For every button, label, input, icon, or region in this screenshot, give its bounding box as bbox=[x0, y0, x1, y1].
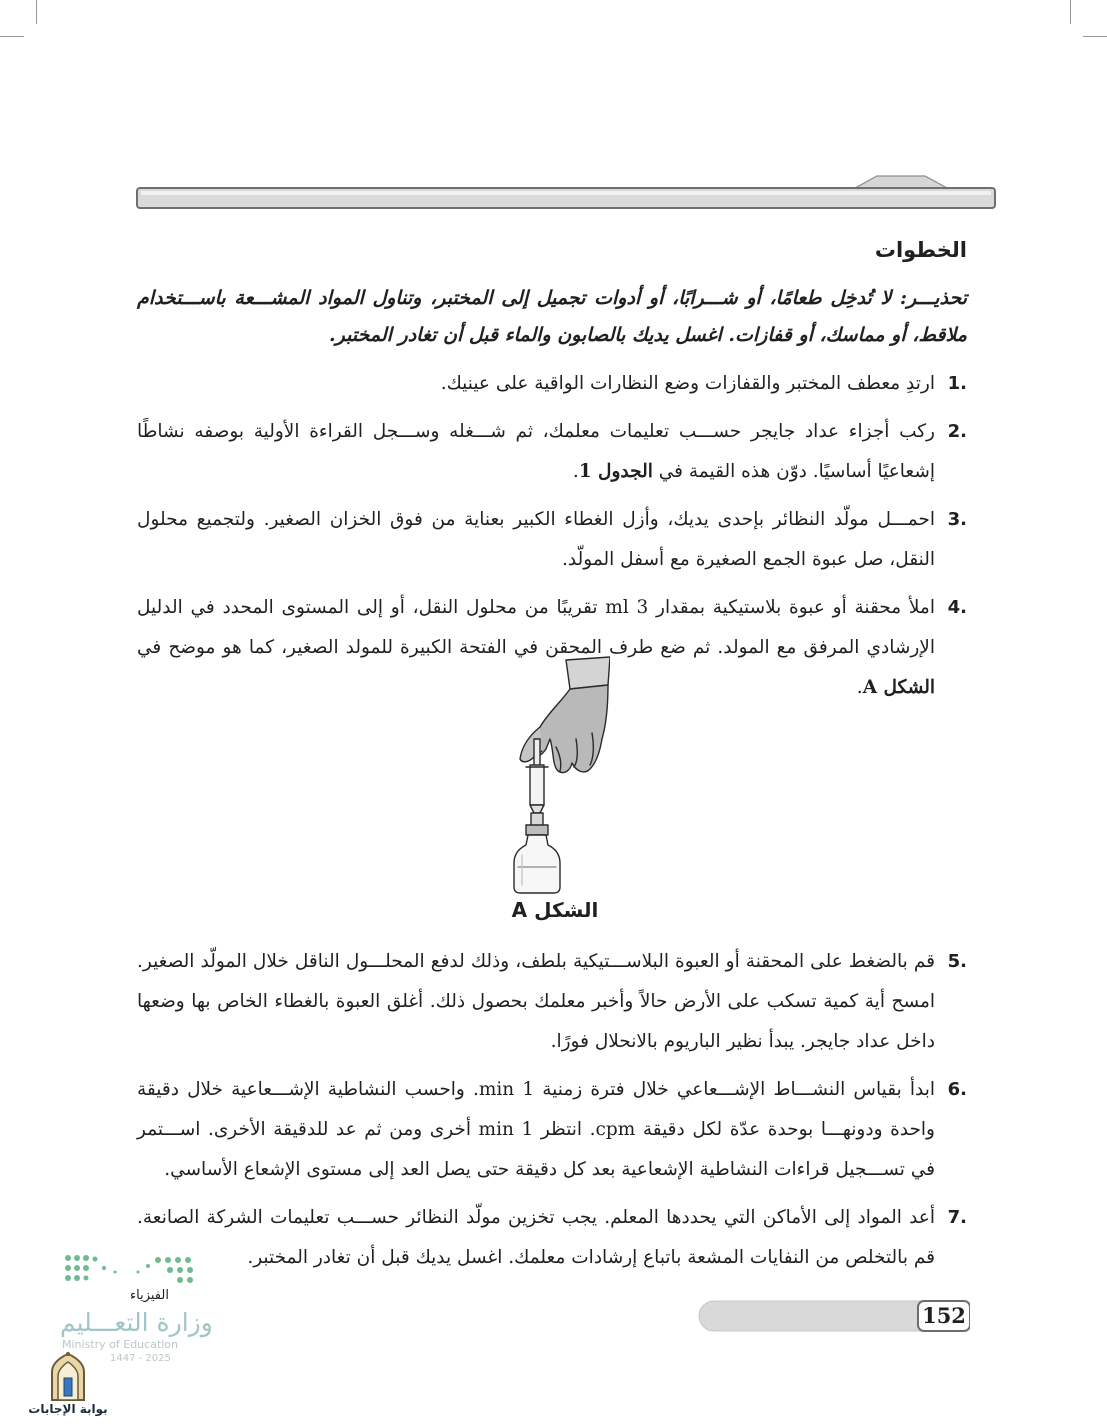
step-number: .2 bbox=[947, 421, 967, 442]
ministry-name-en: Ministry of Education bbox=[62, 1338, 179, 1351]
step-item bbox=[137, 412, 967, 492]
step-text bbox=[137, 364, 935, 404]
steps-heading: الخطوات bbox=[874, 238, 967, 262]
answers-portal-watermark bbox=[28, 1350, 108, 1425]
step-text bbox=[137, 500, 935, 580]
figure-caption: الشكل A bbox=[511, 898, 599, 922]
subject-label: الفيزياء bbox=[130, 1288, 169, 1303]
reference-bold: الجدول 1 bbox=[578, 461, 653, 482]
step-number: .6 bbox=[947, 1079, 967, 1100]
crop-mark bbox=[36, 0, 37, 24]
step-text-part: ركب أجزاء عداد جايجر حســـب تعليمات معلمك، ثم شـــغله وســـجل القراءة الأولية بوصفه نشاطًا إشعاعيًا أساسيًا. دوّن هذه القيمة في bbox=[137, 421, 935, 482]
warning-text: لا تُدخِل طعامًا، أو شـــرابًا، أو أدوات تجميل إلى المختبر، وتناول المواد المشـــعة باســـتخدام ملاقط، أو مماسك، أو قفازات. اغسل يديك بالصابون والماء قبل أن تغادر المختبر. bbox=[137, 287, 967, 346]
step-text-part: . bbox=[572, 461, 579, 482]
portal-label: بوابة الإجابات bbox=[28, 1402, 108, 1416]
crop-mark bbox=[0, 36, 24, 37]
figure-a-glove-syringe bbox=[500, 655, 610, 895]
step-text-part: احمـــل مولّد النظائر بإحدى يديك، وأزل الغطاء الكبير بعناية من فوق الخزان الصغير. ولتجميع محلول النقل، صل عبوة الجمع الصغيرة مع أسفل المولّد. bbox=[137, 509, 935, 570]
step-text-part: ابدأ بقياس النشـــاط الإشـــعاعي خلال فترة زمنية 1 min. واحسب النشاطية الإشـــعاعية خلال دقيقة واحدة ودونهـــا بوحدة عدّة لكل دقيقة cpm. انتظر 1 min أخرى ومن ثم عد للدقيقة الأخرى. اســـتمر في تســـجيل قراءات النشاطية الإشعاعية بعد كل دقيقة حتى يصل العد إلى مستوى الإشعاع الأساسي. bbox=[137, 1079, 935, 1180]
step-text bbox=[137, 1070, 935, 1190]
step-text-part: املأ محقنة أو عبوة بلاستيكية بمقدار 3 ml تقريبًا من محلول النقل، أو إلى المستوى المحدد في الدليل الإرشادي المرفق مع المولد. ثم ضع طرف المحقن في الفتحة الكبيرة للمولد الصغير، كما هو موضح في bbox=[137, 597, 935, 658]
step-text bbox=[137, 1198, 935, 1278]
step-item bbox=[137, 1070, 967, 1190]
header-band bbox=[135, 170, 997, 212]
step-number: .3 bbox=[947, 509, 967, 530]
crop-mark bbox=[1070, 0, 1071, 24]
edition-year: 2025 - 1447 bbox=[110, 1353, 171, 1364]
ministry-dots-icon bbox=[60, 1250, 205, 1290]
step-text bbox=[137, 942, 935, 1062]
crop-mark bbox=[1083, 36, 1107, 37]
step-text-part: ارتدِ معطف المختبر والقفازات وضع النظارات الواقية على عينيك. bbox=[440, 373, 935, 394]
step-text-part: . bbox=[856, 677, 863, 698]
mosque-arch-icon bbox=[28, 1350, 108, 1402]
step-item bbox=[137, 942, 967, 1062]
safety-warning bbox=[137, 280, 967, 354]
step-number: .4 bbox=[947, 597, 967, 618]
steps-list-continued bbox=[137, 942, 967, 1286]
step-item bbox=[137, 1198, 967, 1278]
step-number: .5 bbox=[947, 951, 967, 972]
step-text-part: أعد المواد إلى الأماكن التي يحددها المعلم. يجب تخزين مولّد النظائر حســـب تعليمات الشركة الصانعة. قم بالتخلص من النفايات المشعة باتباع إرشادات معلمك. اغسل يديك قبل أن تغادر المختبر. bbox=[137, 1207, 935, 1268]
step-item bbox=[137, 364, 967, 404]
page-number: 152 bbox=[922, 1303, 966, 1328]
ministry-name-ar: وزارة التعـــليم bbox=[60, 1308, 213, 1337]
warning-label: تحذيـــر: bbox=[899, 287, 967, 309]
step-text bbox=[137, 412, 935, 492]
step-number: .1 bbox=[947, 373, 967, 394]
step-text-part: قم بالضغط على المحقنة أو العبوة البلاســـتيكية بلطف، وذلك لدفع المحلـــول الناقل خلال المولّد الصغير. امسح أية كمية تسكب على الأرض حالاً وأخبر معلمك بحصول ذلك. أغلق العبوة بالغطاء الخاص بها وضعها داخل عداد جايجر. يبدأ نظير الباريوم بالانحلال فورًا. bbox=[137, 951, 935, 1052]
step-number: .7 bbox=[947, 1207, 967, 1228]
step-item bbox=[137, 500, 967, 580]
reference-bold: الشكل A bbox=[862, 677, 935, 698]
